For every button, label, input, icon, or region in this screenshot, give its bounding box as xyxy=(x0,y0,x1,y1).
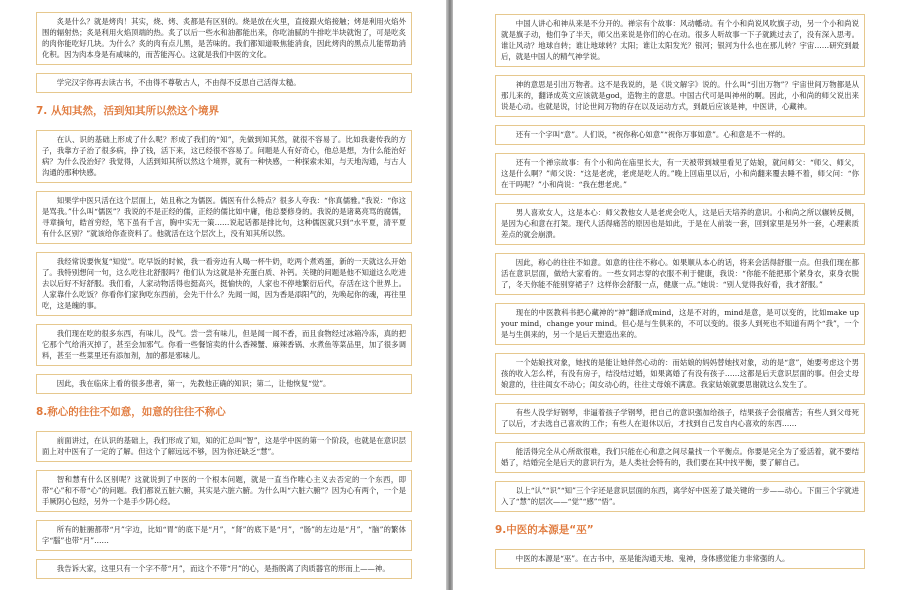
text-block xyxy=(36,559,412,579)
paragraph: 现在的中医教科书把心藏神的“神”翻译成mind，这是不对的，mind是意，是可以变的，比如make up your mind，change your mind。但心是与生俱来的，不可以变的。很多人到死也不知道有两个“我”，一个是与生俱来的，另一个是后天塑造出来的。 xyxy=(501,308,859,339)
section-heading: 7. 从知其然，活到知其所以然这个境界 xyxy=(36,105,219,117)
text-block xyxy=(495,303,865,345)
text-block xyxy=(36,130,412,183)
paragraph: 中国人讲心和神从来是不分开的。禅宗有个故事：风动幡动。有个小和尚说风吹旗子动，另一个小和尚说就是旗子动，他们争了半天，师父出来说是你们的心在动。很多人听故事一下子就跳过去了，没有深入思考。谁让风动？地球自转；谁让地球转？太阳；谁让太阳发光？银河；银河为什么也在那儿转？宇宙……研究到最后，就是中国人的精气神学说。 xyxy=(501,19,859,61)
left-page xyxy=(0,0,446,590)
text-block xyxy=(36,324,412,366)
left-page-content xyxy=(36,12,412,587)
text-block xyxy=(495,481,865,512)
text-block xyxy=(36,520,412,551)
text-block xyxy=(495,125,865,145)
paragraph: 学完汉字你再去读古书，不由得不尊敬古人，不由得不反思自己活得太糙。 xyxy=(56,78,301,87)
paragraph: 知果学中医只活在这个层面上，姑且称之为儒医。儒医有什么特点？很多人夸我：“你真儒雅。”我说：“你这是骂我。”什么叫“儒医”？我说的不是正经的儒，正经的儒比如中庸，他总要修身的。我说的是诸葛亮骂的腐儒，寻章摘句，皓首穷经，笔下虽有千言，胸中实无一策……说起话都是排比句，这种儒医就只到“水平夏，清平夏有什么区别？”就该给你查资料了。他就活在这个层次上，没有知其所以然。 xyxy=(42,196,406,238)
text-block xyxy=(36,374,412,394)
text-block xyxy=(36,431,412,462)
paragraph: 能活得完全从心所欲很难，我们只能在心和意之间尽量找一个平衡点。你要是完全为了爱活着，就不要结婚了，结婚完全是后天的意识行为，是人类社会特有的，我们要在其中找平衡，要了解自己。 xyxy=(501,447,859,467)
paragraph: 因此，我在临床上看的很多患者，第一，先教他正确的知识；第二，让他恢复“觉”。 xyxy=(56,379,331,388)
text-block xyxy=(36,470,412,512)
paragraph: 男人喜欢女人，这是本心：师父教他女人是老虎会吃人，这是后天培养的意识。小和尚之所以辗转反侧，是因为心和意在打架。现代人活得痛苦的原因也是如此，于是在人前装一套，回到家里是另外一套，心理素质差点的就会崩溃。 xyxy=(501,208,859,239)
text-block xyxy=(36,191,412,244)
text-block xyxy=(495,442,865,473)
paragraph: 还有一个字叫“意”。人们说，“祝你称心如意”“祝你万事如意”。心和意是不一样的。 xyxy=(515,130,790,139)
paragraph: 炙是什么？就是烤肉！其实，烧、烤、炙都是有区别的。烧是放在火里，直接跟火焰接触；烤是利用火焰外围的辐射热；炙是利用火焰顶端的热。炙了以后一些水和油都能出来，你吃油腻的牛排吃半块就饱了，可是吃炙的肉你能吃好几块。为什么？炙的肉有点儿黑，是苦味的。我们都知道吸焦能消食，因此烤肉的黑点儿能帮助消化积。因为肉本身是有咸味的，而苦能泻心。这就是我们中医的文化。 xyxy=(42,17,406,59)
paragraph: 一个姑娘找对象，她找的是能让她伴然心动的：而姑娘的妈妈替她找对象，动的是“意”，她要考虑这个男孩的收入怎么样，有没有房子，结没结过婚，如果离婚了有没有孩子……这都是后天意识层面的事。但会丈母娘意的，往往闺女不动心；闺女动心的，往往丈母娘不满意。我家姑娘就要思谢就这么发生了。 xyxy=(501,358,859,389)
paragraph: 智和慧有什么区别呢？这就说到了中医的一个根本问题，就是一直当作唯心主义去否定的一个东西，即带“心”和不带“心”的问题。我们都说五脏六腑，其实是六脏六腑。为什么叫“六脏六腑”？因为心有两个，一个是手厥阴心包经，另外一个是手少阴心经。 xyxy=(42,475,406,506)
paragraph: 我告诉大家，这里只有一个字不带“月”，而这个不带“月”的心，是指脱离了肉质器官的形而上——神。 xyxy=(56,564,390,573)
paragraph: 我们现在吃的很多东西，有味儿，没气。尝一尝有味儿，但是闻一闻不香，而且食物经过冰箱冷冻，真的把它那个气给消灭掉了，甚至会加邪气。你看一些餐馆卖的什么香辣蟹、麻辣香锅、水煮鱼等菜品里，加了很多调料，甚至一些菜里还有添加剂，加的都是邪味儿。 xyxy=(42,329,406,360)
text-block xyxy=(36,252,412,316)
right-page xyxy=(453,0,899,590)
paragraph: 我经常说要恢复“知觉”。吃早饭的时候，我一看旁边有人喝一杯牛奶，吃两个煮鸡蛋，新的一天就这么开始了。我特别想问一句，这么吃往北舒服吗？他们认为这就是补充蛋白质、补钙。关键的问题是他不知道这么吃进去以后好不好舒服。我们看，人家动物活得也挺高兴，挺愉快的，人家也不停地繁衍后代，存活在这个世界上。人家靠什么吃饭？你看你们家狗吃东西前，会先干什么？先闻一闻，因为香是添阳气的，先唤起你的魂，再往里吃，这是魄的事。 xyxy=(42,257,406,310)
paragraph: 所有的脏腑都带“月”字边，比如“胃”的底下是“月”，“肾”的底下是“月”，“肠”的左边是“月”，“脑”的繁体字“腦”也带“月”…… xyxy=(42,525,406,545)
paragraph: 以上“认”“识”“知”三个字还是意识层面的东西，离学好中医差了最关键的一步——动心。下面三个字就进入了“慧”的层次——“觉”“感”“悟”。 xyxy=(501,486,859,506)
section-heading: 9.中医的本源是“巫” xyxy=(495,524,594,536)
text-block xyxy=(495,403,865,434)
text-block xyxy=(495,14,865,67)
paragraph: 中医的本源是“巫”。在古书中，巫是能沟通天地、鬼神，身体感觉能力非常强的人。 xyxy=(515,554,790,563)
paragraph: 有些人没学好钢琴，非逼着孩子学钢琴，把自己的意识强加给孩子，结果孩子会很痛苦；有些人到父母死了以后，才去选自己喜欢的工作；有些人在退休以后，才找到自己发自内心喜欢的东西…… xyxy=(501,408,859,428)
text-block xyxy=(36,12,412,65)
text-block xyxy=(495,203,865,245)
paragraph: 前面讲过，在认识的基础上，我们形成了知，知的汇总叫“智”，这是学中医的第一个阶段，也就是在意识层面上对中医有了一定的了解。但这个了解远远不够，因为你还缺乏“慧”。 xyxy=(42,436,406,456)
paragraph: 因此，称心的往往不如意。如意的往往不称心。如果顺从本心的话，将来会活得舒服一点。但我们现在都活在意识层面，做给大家看的。一些女同志穿的衣服不利于健康，我说：“你能不能把那个紧身衣，束身衣脱了，冬天你能不能别穿裙子？这样你会舒服一点，健康一点。”她说：“别人觉得我好看，我才舒服。” xyxy=(501,258,859,289)
text-block xyxy=(495,549,865,569)
section-heading: 8.称心的往往不如意，如意的往往不称心 xyxy=(36,406,226,418)
text-block xyxy=(36,73,412,93)
paragraph: 神的意思是引出万物者。这不是我说的，是《说文解字》说的。什么叫“引出万物”？宇宙世间万物都是从那儿来的，翻译成英文应该就是god，造物主的意思。中国古代可是叫神州的啊。因此，小和尚的师父说出来说是心动。也就是说，讨论世间万物的存在以及运动方式，到最后应该是神，中医讲，心藏神。 xyxy=(501,80,859,111)
page-gutter xyxy=(446,0,453,590)
text-block xyxy=(495,75,865,117)
paragraph: 在认、识的基础上形成了什么呢？形成了我们的“知”，先做到知其然，就很不容易了。比如我妻传我的方子，我靠方子治了很多病，挣了钱，活下来，这已经很不容易了。问题是人有好奇心，他总是想，为什么能治好病？为什么没治好？我觉得，人活到知其所以然这个境界，就有一种快感，一种探索未知，与天地沟通，与古人沟通的那种快感。 xyxy=(42,135,406,177)
text-block xyxy=(495,153,865,195)
paragraph: 还有一个禅宗故事：有个小和尚在庙里长大，有一天被带到城里看见了姑娘，就问师父：“师父、师父，这是什么啊？”师父说：“这是老虎，老虎是吃人的。”晚上回庙里以后，小和尚翻来覆去睡不着，师父问：“你在干吗呢？”小和尚说：“我在想老虎。” xyxy=(501,158,859,189)
right-page-content xyxy=(495,14,865,577)
text-block xyxy=(495,253,865,295)
text-block xyxy=(495,353,865,395)
